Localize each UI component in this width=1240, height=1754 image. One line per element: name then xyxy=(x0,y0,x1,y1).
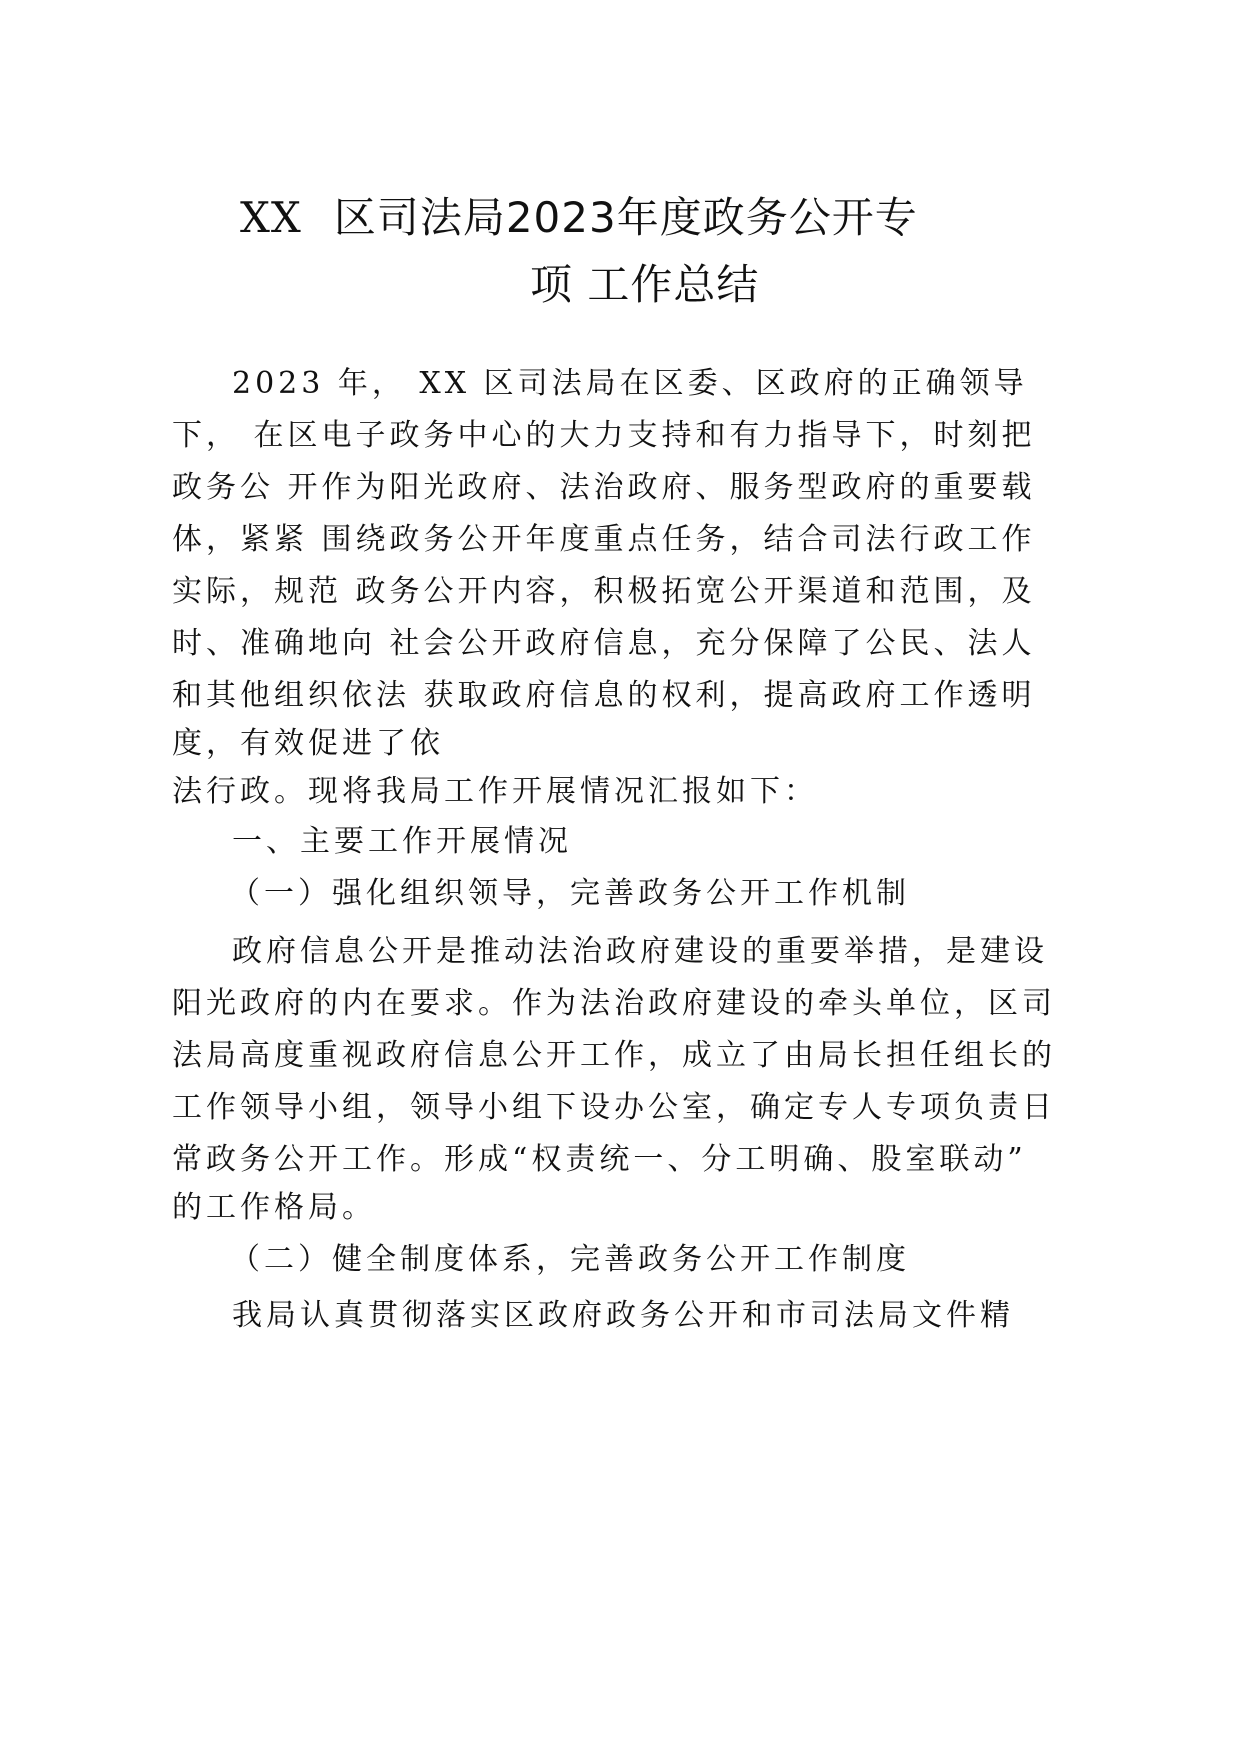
body-line: 我局认真贯彻落实区政府政务公开和市司法局文件精 xyxy=(232,1298,1014,1333)
document-title-line-1 xyxy=(0,185,1240,245)
body-line: 2023 年， XX 区司法局在区委、区政府的正确领导 xyxy=(232,366,1028,401)
body-line: 工作领导小组，领导小组下设办公室，确定专人专项负责日 xyxy=(172,1090,1056,1125)
body-line: 度，有效促进了依 xyxy=(172,726,444,761)
document-title-line-2: 项 工作总结 xyxy=(530,260,760,309)
section-heading: 一、主要工作开展情况 xyxy=(232,824,572,859)
body-line: 体，紧紧 围绕政务公开年度重点任务，结合司法行政工作 xyxy=(172,522,1036,557)
title-main-text: 区司法局2023年度政务公开专 xyxy=(333,193,918,242)
body-line: 法局高度重视政府信息公开工作，成立了由局长担任组长的 xyxy=(172,1038,1056,1073)
subsection-heading: （一）强化组织领导，完善政务公开工作机制 xyxy=(230,876,910,911)
body-line: 时、准确地向 社会公开政府信息，充分保障了公民、法人 xyxy=(172,626,1036,661)
body-line: 和其他组织依法 获取政府信息的权利，提高政府工作透明 xyxy=(172,678,1036,713)
body-line: 阳光政府的内在要求。作为法治政府建设的牵头单位，区司 xyxy=(172,986,1056,1021)
body-line: 政务公 开作为阳光政府、法治政府、服务型政府的重要载 xyxy=(172,470,1036,505)
body-line: 实际，规范 政务公开内容，积极拓宽公开渠道和范围，及 xyxy=(172,574,1036,609)
body-line: 政府信息公开是推动法治政府建设的重要举措，是建设 xyxy=(232,934,1048,969)
body-line: 法行政。现将我局工作开展情况汇报如下： xyxy=(172,774,818,809)
body-line: 常政务公开工作。形成“权责统一、分工明确、股室联动” xyxy=(172,1142,1027,1177)
subsection-heading: （二）健全制度体系，完善政务公开工作制度 xyxy=(230,1242,910,1277)
body-line: 下， 在区电子政务中心的大力支持和有力指导下，时刻把 xyxy=(172,418,1036,453)
body-line: 的工作格局。 xyxy=(172,1190,376,1225)
title-region-code: XX xyxy=(240,193,302,242)
